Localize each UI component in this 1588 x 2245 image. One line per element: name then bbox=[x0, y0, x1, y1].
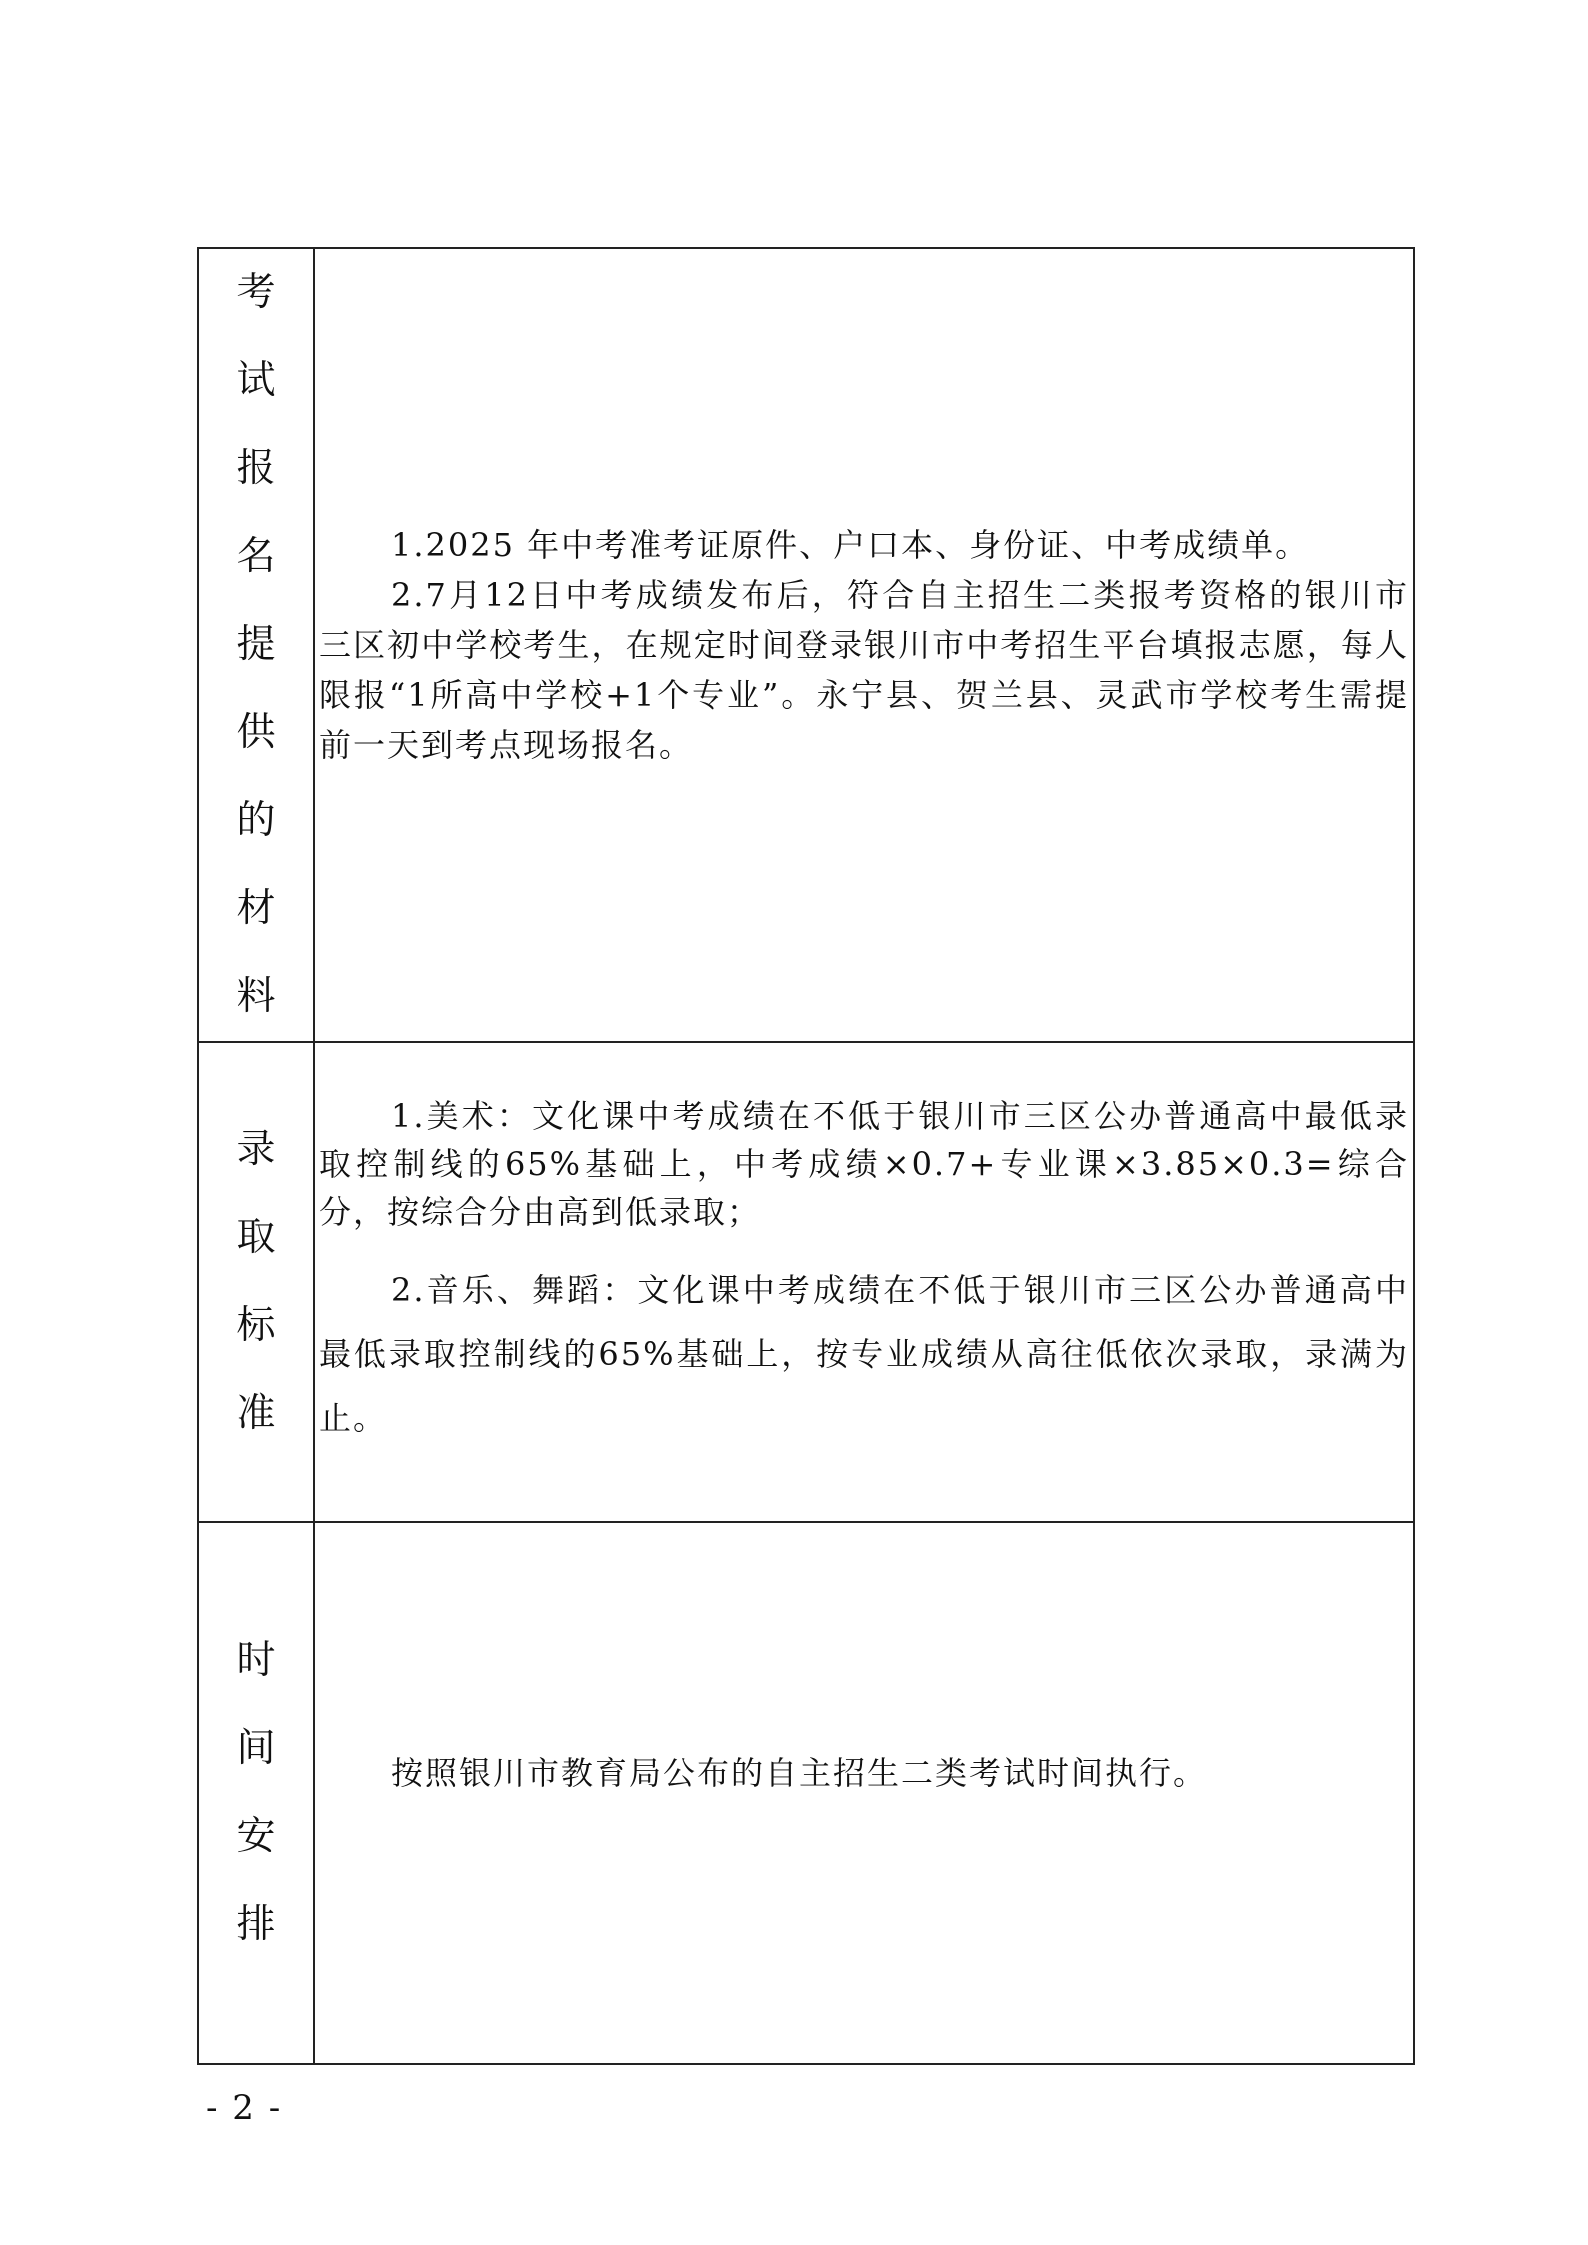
label-char: 准 bbox=[236, 1391, 276, 1436]
label-char: 的 bbox=[236, 798, 276, 843]
table-row-schedule bbox=[198, 1522, 1414, 2064]
info-table bbox=[197, 247, 1415, 2065]
label-char: 提 bbox=[236, 622, 276, 667]
paragraph: 2.音乐、舞蹈：文化课中考成绩在不低于银川市三区公办普通高中最低录取控制线的65%基础上，按专业成绩从高往低依次录取，录满为止。 bbox=[319, 1271, 1409, 1437]
paragraph: 1.美术：文化课中考成绩在不低于银川市三区公办普通高中最低录取控制线的65%基础上，中考成绩×0.7+专业课×3.85×0.3=综合分，按综合分由高到低录取； bbox=[319, 1097, 1409, 1231]
row-content-exam-materials bbox=[314, 248, 1414, 1042]
row-content-schedule bbox=[314, 1522, 1414, 2064]
label-char: 材 bbox=[236, 886, 276, 931]
label-char: 报 bbox=[236, 446, 276, 491]
row-content-admission-criteria bbox=[314, 1042, 1414, 1522]
paragraph: 1.2025 年中考准考证原件、户口本、身份证、中考成绩单。 bbox=[391, 526, 1310, 564]
table-row-admission-criteria bbox=[198, 1042, 1414, 1522]
label-char: 料 bbox=[236, 974, 276, 1019]
label-char: 标 bbox=[236, 1303, 276, 1348]
row-label-exam-materials bbox=[198, 248, 314, 1042]
paragraph: 按照银川市教育局公布的自主招生二类考试时间执行。 bbox=[391, 1754, 1208, 1792]
label-char: 安 bbox=[236, 1814, 276, 1859]
table-row-exam-materials bbox=[198, 248, 1414, 1042]
label-char: 排 bbox=[236, 1902, 276, 1947]
label-char: 录 bbox=[236, 1127, 276, 1172]
label-char: 试 bbox=[236, 358, 276, 403]
label-char: 供 bbox=[236, 710, 276, 755]
label-char: 考 bbox=[236, 270, 276, 315]
label-char: 名 bbox=[236, 534, 276, 579]
page-number: - 2 - bbox=[206, 2088, 283, 2128]
label-char: 时 bbox=[236, 1638, 276, 1683]
row-label-admission-criteria bbox=[198, 1042, 314, 1522]
row-label-schedule bbox=[198, 1522, 314, 2064]
label-char: 取 bbox=[236, 1215, 276, 1260]
paragraph: 2.7月12日中考成绩发布后，符合自主招生二类报考资格的银川市三区初中学校考生，在规定时间登录银川市中考招生平台填报志愿，每人限报“1所高中学校+1个专业”。永宁县、贺兰县、灵武市学校考生需提前一天到考点现场报名。 bbox=[319, 576, 1409, 764]
label-char: 间 bbox=[236, 1726, 276, 1771]
